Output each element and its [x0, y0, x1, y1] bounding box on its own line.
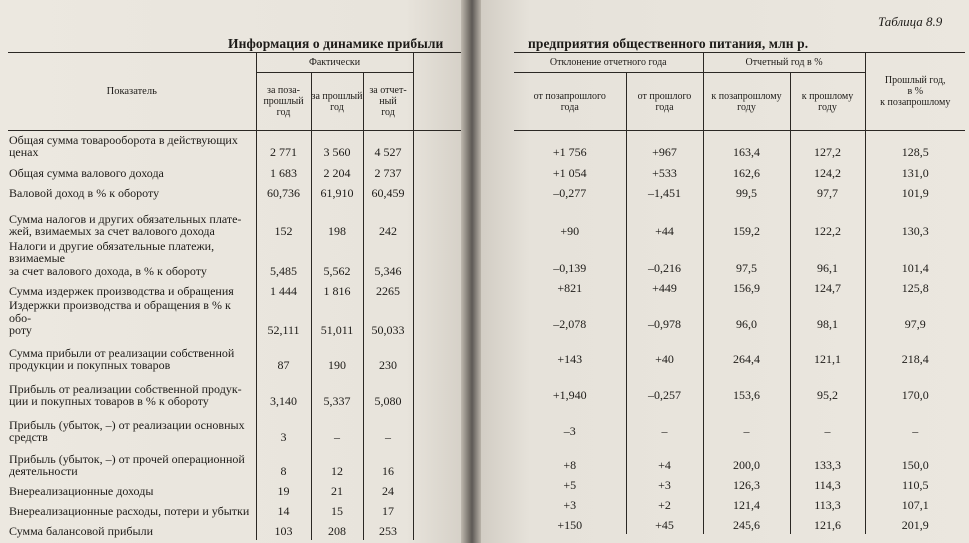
report-pct-value: 153,6 [703, 368, 790, 404]
prev-year-pct-value: 131,0 [865, 161, 965, 182]
table-row [514, 404, 965, 440]
table-row [8, 374, 461, 410]
table-row [514, 494, 965, 514]
actual-value: 14 [256, 500, 311, 520]
deviation-value: –0,978 [626, 297, 703, 333]
prev-year-pct-value: 125,8 [865, 277, 965, 297]
deviation-value: +1,940 [552, 388, 587, 402]
table-row [514, 368, 965, 404]
report-pct-value: 96,1 [790, 240, 865, 277]
table-row [8, 279, 461, 299]
table-row [8, 131, 461, 161]
actual-value: 242 [363, 202, 413, 240]
prev-year-pct-value: 201,9 [865, 514, 965, 534]
prev-year-pct-value: 101,4 [865, 240, 965, 277]
indicator-name: Налоги и другие обязательные платежи, взимаемые за счет валового дохода, в % к обороту [9, 238, 215, 278]
table-row [8, 240, 461, 280]
report-pct-value: 121,4 [703, 494, 790, 514]
actual-value: 1 816 [311, 279, 363, 299]
left-spacer-header [413, 53, 461, 131]
indicator-name: Издержки производства и обращения в % к обо- роту [9, 298, 231, 337]
indicator-name: Сумма издержек производства и обращения [9, 283, 234, 298]
table-row [8, 410, 461, 446]
deviation-col-header: от позапрошлого года [514, 73, 626, 131]
table-row [514, 297, 965, 333]
actual-value: 17 [363, 500, 413, 520]
actual-value: 5,337 [311, 374, 363, 410]
left-spacer-cell [413, 240, 461, 280]
actual-value: 52,111 [256, 299, 311, 339]
actual-value: – [311, 410, 363, 446]
report-pct-value: 97,7 [790, 182, 865, 202]
deviation-value: +5 [563, 478, 577, 492]
right-table [514, 52, 965, 534]
table-row [514, 240, 965, 277]
deviation-value: +8 [563, 458, 577, 472]
left-page [0, 0, 461, 543]
actual-value: 5,346 [363, 240, 413, 280]
actual-value: 51,011 [311, 299, 363, 339]
deviation-value: +3 [626, 474, 703, 494]
deviation-value: +90 [560, 224, 580, 238]
actual-col-header: за прошлый год [311, 73, 363, 131]
prev-year-pct-value: – [865, 404, 965, 440]
table-row [514, 440, 965, 474]
table-row [8, 202, 461, 240]
left-spacer-cell [413, 374, 461, 410]
right-page [481, 0, 969, 543]
report-pct-value: 124,7 [790, 277, 865, 297]
report-pct-value: 97,5 [703, 240, 790, 277]
report-pct-value: 98,1 [790, 297, 865, 333]
book-gutter [461, 0, 481, 543]
left-spacer-cell [413, 161, 461, 182]
report-pct-value: 124,2 [790, 161, 865, 182]
actual-value: 2 204 [311, 161, 363, 182]
actual-header: Фактически [256, 53, 413, 73]
left-spacer-cell [413, 410, 461, 446]
table-row [8, 182, 461, 202]
report-pct-value: 159,2 [703, 202, 790, 240]
actual-value: 21 [311, 480, 363, 500]
indicator-name: Сумма прибыли от реализации собственной продукции и покупных товаров [9, 345, 235, 372]
actual-value: 5,485 [256, 240, 311, 280]
actual-value: 87 [256, 339, 311, 374]
deviation-value: +45 [626, 514, 703, 534]
deviation-value: +44 [626, 202, 703, 240]
table-row [514, 277, 965, 297]
report-pct-value: 113,3 [790, 494, 865, 514]
actual-value: 230 [363, 339, 413, 374]
deviation-value: –0,216 [626, 240, 703, 277]
actual-value: 50,033 [363, 299, 413, 339]
report-pct-col-header: к позапрошлому году [703, 73, 790, 131]
left-spacer-cell [413, 500, 461, 520]
left-spacer-cell [413, 446, 461, 480]
prev-year-pct-value: 110,5 [865, 474, 965, 494]
actual-value: 60,459 [363, 182, 413, 202]
actual-value: 24 [363, 480, 413, 500]
actual-value: 4 527 [363, 131, 413, 161]
report-pct-value: 121,6 [790, 514, 865, 534]
left-spacer-cell [413, 339, 461, 374]
actual-value: 15 [311, 500, 363, 520]
prev-year-pct-value: 218,4 [865, 333, 965, 368]
actual-value: 152 [256, 202, 311, 240]
deviation-value: +821 [557, 281, 583, 295]
actual-col-header: за поза- прошлый год [256, 73, 311, 131]
left-spacer-cell [413, 131, 461, 161]
actual-value: 60,736 [256, 182, 311, 202]
prev-year-pct-value: 130,3 [865, 202, 965, 240]
actual-value: – [363, 410, 413, 446]
prev-year-pct-value: 101,9 [865, 182, 965, 202]
report-pct-value: 163,4 [703, 131, 790, 161]
deviation-value: –0,257 [626, 368, 703, 404]
report-pct-value: – [790, 404, 865, 440]
actual-value: 3,140 [256, 374, 311, 410]
actual-value: 2 737 [363, 161, 413, 182]
actual-value: 1 444 [256, 279, 311, 299]
actual-value: 198 [311, 202, 363, 240]
indicator-name: Прибыль (убыток, –) от реализации основных средств [9, 417, 245, 444]
prev-year-header: Прошлый год, в % к позапрошлому [865, 53, 965, 131]
deviation-value: +1 054 [552, 166, 587, 180]
prev-year-pct-value: 128,5 [865, 131, 965, 161]
table-row [8, 339, 461, 374]
deviation-col-header: от прошлого года [626, 73, 703, 131]
actual-value: 8 [256, 446, 311, 480]
left-spacer-cell [413, 520, 461, 540]
deviation-value: +533 [626, 161, 703, 182]
actual-value: 5,080 [363, 374, 413, 410]
table-row [514, 161, 965, 182]
actual-value: 190 [311, 339, 363, 374]
report-pct-value: 126,3 [703, 474, 790, 494]
table-row [8, 161, 461, 182]
prev-year-pct-value: 97,9 [865, 297, 965, 333]
actual-value: 16 [363, 446, 413, 480]
left-spacer-cell [413, 279, 461, 299]
deviation-value: +143 [557, 352, 583, 366]
deviation-value: +2 [626, 494, 703, 514]
actual-value: 12 [311, 446, 363, 480]
table-label: Таблица 8.9 [878, 14, 943, 29]
actual-value: 61,910 [311, 182, 363, 202]
deviation-value: +150 [557, 518, 583, 532]
left-spacer-cell [413, 202, 461, 240]
report-pct-value: 99,5 [703, 182, 790, 202]
left-spacer-cell [413, 182, 461, 202]
table-row [8, 520, 461, 540]
left-spacer-cell [413, 480, 461, 500]
table-row [514, 514, 965, 534]
prev-year-pct-value: 170,0 [865, 368, 965, 404]
report-pct-value: 121,1 [790, 333, 865, 368]
indicator-name: Сумма балансовой прибыли [9, 524, 154, 538]
report-pct-col-header: к прошлому году [790, 73, 865, 131]
indicator-name: Прибыль (убыток, –) от прочей операционной деятельности [9, 451, 245, 478]
table-row [514, 202, 965, 240]
actual-value: 5,562 [311, 240, 363, 280]
deviation-value: +4 [626, 440, 703, 474]
actual-value: 253 [363, 520, 413, 540]
deviation-value: –0,139 [553, 261, 587, 275]
actual-value: 3 [256, 410, 311, 446]
deviation-value: +40 [626, 333, 703, 368]
report-pct-value: 96,0 [703, 297, 790, 333]
actual-value: 103 [256, 520, 311, 540]
report-pct-value: 114,3 [790, 474, 865, 494]
indicator-name: Общая сумма валового дохода [9, 166, 164, 180]
deviation-header: Отклонение отчетного года [514, 53, 703, 73]
prev-year-pct-value: 107,1 [865, 494, 965, 514]
report-pct-value: 200,0 [703, 440, 790, 474]
table-row [514, 474, 965, 494]
deviation-value: +3 [563, 498, 577, 512]
indicator-name: Внереализационные расходы, потери и убытки [9, 504, 250, 518]
actual-value: 19 [256, 480, 311, 500]
report-pct-value: 95,2 [790, 368, 865, 404]
actual-col-header: за отчет- ный год [363, 73, 413, 131]
report-pct-value: 122,2 [790, 202, 865, 240]
indicator-name: Общая сумма товарооборота в действующих ценах [9, 132, 238, 159]
report-pct-value: – [703, 404, 790, 440]
table-row [8, 480, 461, 500]
actual-value: 208 [311, 520, 363, 540]
table-row [8, 446, 461, 480]
left-heading: Информация о динамике прибыли [228, 36, 444, 51]
deviation-value: +449 [626, 277, 703, 297]
deviation-value: +967 [626, 131, 703, 161]
deviation-value: –1,451 [626, 182, 703, 202]
report-pct-value: 245,6 [703, 514, 790, 534]
deviation-value: –0,277 [553, 186, 587, 200]
right-heading: предприятия общественного питания, млн р. [528, 36, 809, 51]
deviation-value: –3 [563, 424, 576, 438]
report-pct-value: 264,4 [703, 333, 790, 368]
actual-value: 2 771 [256, 131, 311, 161]
deviation-value: +1 756 [552, 145, 587, 159]
actual-value: 1 683 [256, 161, 311, 182]
indicator-name: Валовой доход в % к обороту [9, 186, 160, 200]
table-row [514, 182, 965, 202]
indicator-name: Прибыль от реализации собственной продук- ции и покупных товаров в % к обороту [9, 381, 242, 408]
table-row [514, 333, 965, 368]
prev-year-pct-value: 150,0 [865, 440, 965, 474]
report-pct-value: 133,3 [790, 440, 865, 474]
actual-value: 3 560 [311, 131, 363, 161]
actual-value: 2265 [363, 279, 413, 299]
deviation-value: – [626, 404, 703, 440]
left-spacer-cell [413, 299, 461, 339]
table-row [8, 299, 461, 339]
report-pct-header: Отчетный год в % [703, 53, 865, 73]
table-row [8, 500, 461, 520]
deviation-value: –2,078 [553, 317, 587, 331]
left-table [8, 52, 461, 540]
table-row [514, 131, 965, 161]
report-pct-value: 156,9 [703, 277, 790, 297]
indicator-header: Показатель [8, 53, 256, 131]
report-pct-value: 162,6 [703, 161, 790, 182]
indicator-name: Внереализационные доходы [9, 484, 154, 498]
indicator-name: Сумма налогов и других обязательных плате- жей, взимаемых за счет валового дохода [9, 211, 242, 238]
report-pct-value: 127,2 [790, 131, 865, 161]
